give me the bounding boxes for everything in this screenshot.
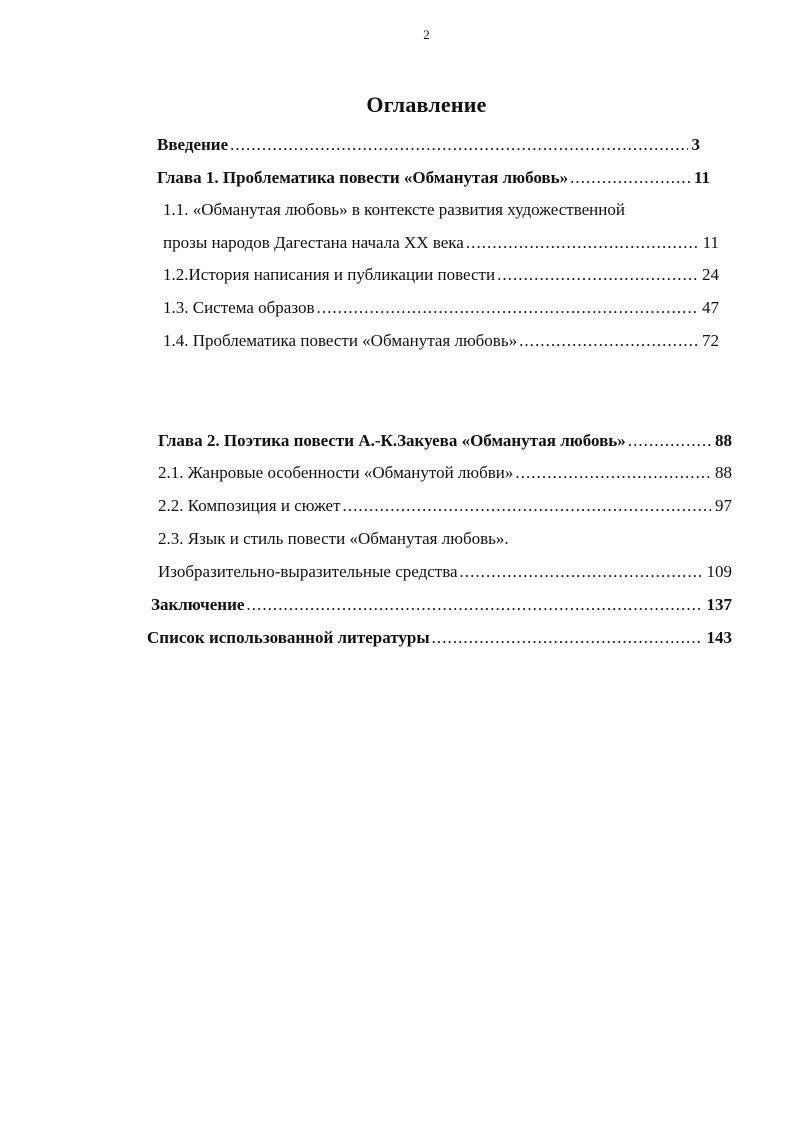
- toc-entry-page: 109: [706, 562, 732, 581]
- toc-entry-label: 1.3. Система образов: [163, 298, 315, 317]
- toc-entry-label: Глава 1. Проблематика повести «Обманутая любовь»: [157, 168, 569, 187]
- toc-leader: [244, 594, 702, 616]
- toc-entry-label: прозы народов Дагестана начала XX века: [163, 233, 464, 252]
- toc-leader: [517, 330, 698, 352]
- toc-entry-page: 24: [702, 265, 719, 284]
- toc-entry-label: Заключение: [151, 595, 245, 614]
- toc-leader: [464, 232, 699, 254]
- toc-entry-conclusion: [151, 594, 732, 616]
- toc-entry-1-3: [163, 297, 719, 319]
- toc-entry-2-3-line-1: 2.3. Язык и стиль повести «Обманутая любовь».: [158, 529, 509, 548]
- toc-entry-page: 11: [693, 168, 710, 187]
- toc-entry-chapter-2: [158, 430, 732, 452]
- toc-entry-2-3: [158, 561, 732, 583]
- toc-leader: [495, 264, 698, 286]
- toc-entry-label: 2.2. Композиция и сюжет: [158, 496, 341, 515]
- toc-entry-label: 1.2.История написания и публикации повести: [163, 265, 496, 284]
- toc-entry-page: 3: [691, 135, 700, 154]
- toc-entry-page: 137: [706, 595, 732, 614]
- toc-entry-page: 143: [706, 628, 732, 647]
- toc-leader: [314, 297, 698, 319]
- toc-entry-label: Изобразительно-выразительные средства: [158, 562, 458, 581]
- toc-entry-1-1-line-1: 1.1. «Обманутая любовь» в контексте развития художественной: [163, 200, 625, 219]
- toc-leader: [513, 462, 711, 484]
- toc-leader: [341, 495, 711, 517]
- toc-entry-page: 47: [702, 298, 719, 317]
- toc-leader: [568, 167, 690, 189]
- toc-entry-label: 1.4. Проблематика повести «Обманутая любовь»: [163, 331, 518, 350]
- toc-entry-chapter-1: [157, 167, 710, 189]
- toc-entry-intro: [157, 134, 700, 156]
- toc-entry-2-1: [158, 462, 732, 484]
- toc-entry-bibliography: [147, 627, 732, 649]
- toc-entry-label: Введение: [157, 135, 229, 154]
- page-number: 2: [423, 27, 430, 42]
- toc-entry-page: 72: [702, 331, 719, 350]
- toc-entry-page: 88: [715, 463, 732, 482]
- toc-entry-label: 2.1. Жанровые особенности «Обманутой любви»: [158, 463, 514, 482]
- toc-leader: [430, 627, 703, 649]
- toc-entry-label: Глава 2. Поэтика повести А.-К.Закуева «Обманутая любовь»: [158, 431, 626, 450]
- toc-leader: [458, 561, 703, 583]
- toc-title: Оглавление: [366, 92, 487, 117]
- toc-entry-1-1: [163, 232, 719, 254]
- toc-entry-2-2: [158, 495, 732, 517]
- toc-entry-page: 97: [715, 496, 732, 515]
- toc-entry-label: Список использованной литературы: [147, 628, 430, 647]
- toc-leader: [228, 134, 687, 156]
- toc-entry-1-4: [163, 330, 719, 352]
- toc-leader: [626, 430, 711, 452]
- toc-entry-page: 88: [715, 431, 732, 450]
- toc-entry-1-2: [163, 264, 719, 286]
- toc-entry-page: 11: [702, 233, 719, 252]
